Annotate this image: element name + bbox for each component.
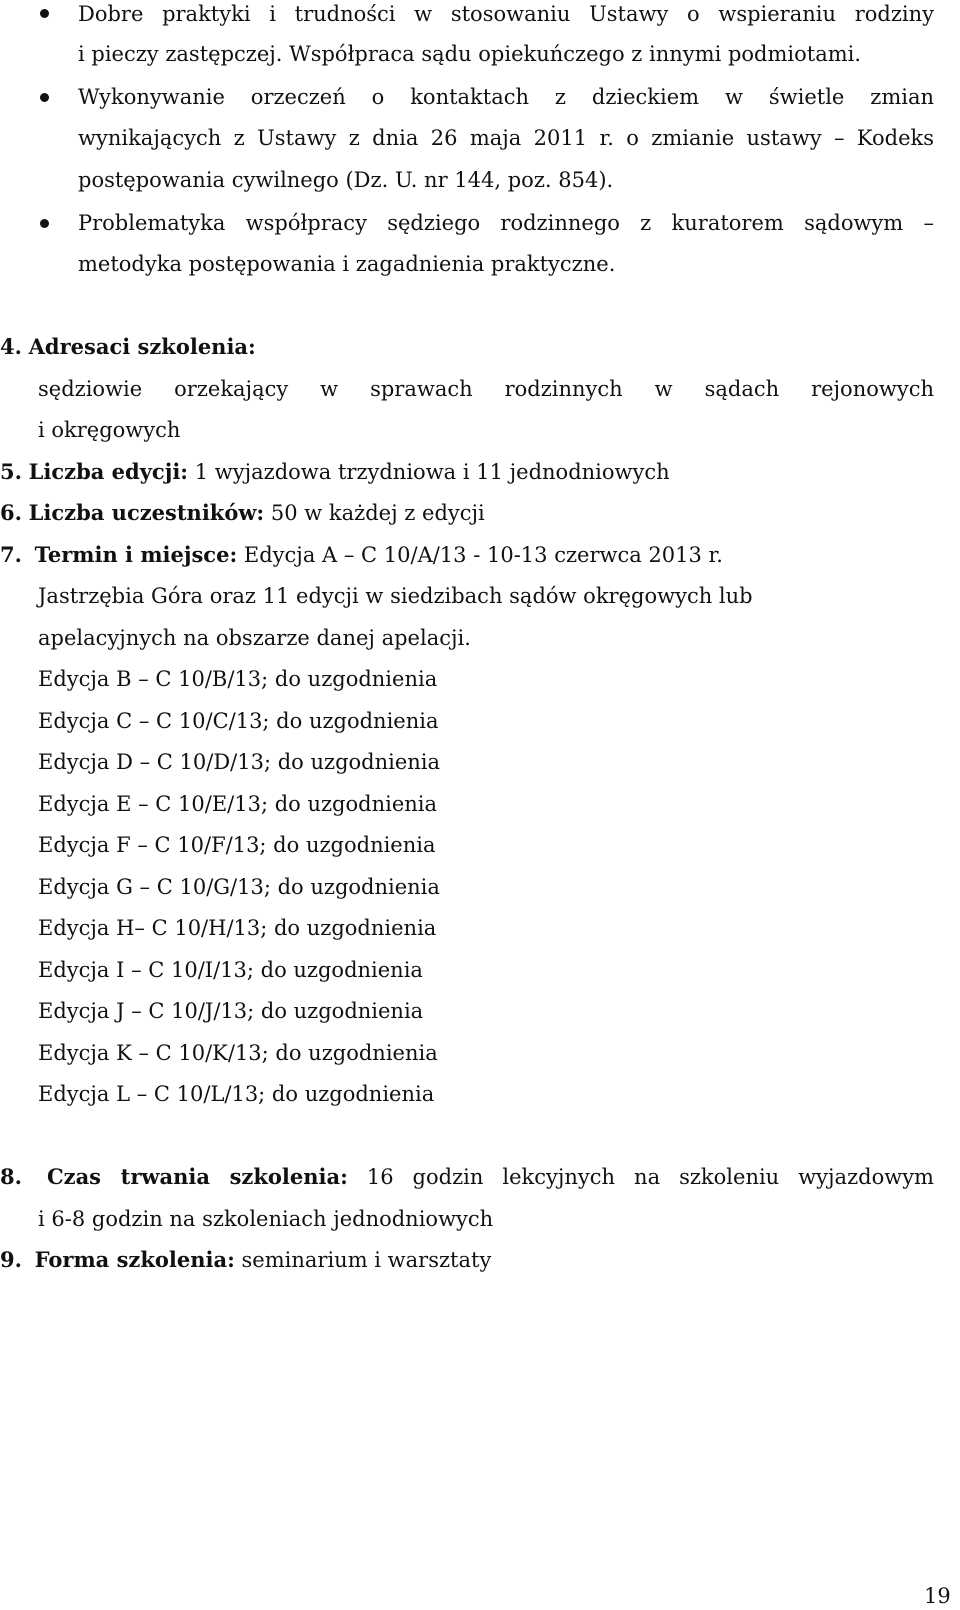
section-number: 8. [0, 1164, 22, 1189]
section-text: 16 godzin lekcyjnych na szkoleniu wyjazdowym [366, 1165, 934, 1189]
section-7-line-2: apelacyjnych na obszarze danej apelacji. [38, 626, 471, 650]
edition-item: Edycja K – C 10/K/13; do uzgodnienia [38, 1041, 438, 1065]
section-8-line-2: i 6-8 godzin na szkoleniach jednodniowych [38, 1207, 494, 1231]
section-4-line-2: i okręgowych [38, 418, 181, 442]
section-5 [0, 458, 670, 486]
edition-item: Edycja J – C 10/J/13; do uzgodnienia [38, 999, 424, 1023]
section-6 [0, 499, 485, 527]
section-heading: Forma szkolenia: [34, 1247, 235, 1272]
section-7 [0, 541, 723, 569]
section-heading: Termin i miejsce: [34, 542, 238, 567]
edition-item: Edycja F – C 10/F/13; do uzgodnienia [38, 833, 436, 857]
section-heading: Adresaci szkolenia: [28, 334, 256, 359]
bullet-dot [40, 93, 49, 102]
section-9 [0, 1246, 491, 1274]
bullet-2-line-3: postępowania cywilnego (Dz. U. nr 144, poz. 854). [78, 168, 614, 192]
section-4-heading [0, 333, 256, 361]
bullet-2-line-1: Wykonywanie orzeczeń o kontaktach z dzieckiem w świetle zmian [78, 85, 934, 109]
bullet-2-line-2: wynikających z Ustawy z dnia 26 maja 2011 r. o zmianie ustawy – Kodeks [78, 126, 934, 150]
section-heading: Liczba uczestników: [28, 500, 265, 525]
bullet-3-line-2: metodyka postępowania i zagadnienia praktyczne. [78, 252, 616, 276]
bullet-1-line-1: Dobre praktyki i trudności w stosowaniu Ustawy o wspieraniu rodziny [78, 2, 934, 26]
section-text: 50 w każdej z edycji [270, 501, 485, 525]
section-heading: Liczba edycji: [28, 459, 189, 484]
bullet-dot [40, 219, 49, 228]
bullet-dot [40, 9, 49, 18]
edition-item: Edycja H– C 10/H/13; do uzgodnienia [38, 916, 437, 940]
section-number: 4. [0, 334, 22, 359]
section-number: 5. [0, 459, 22, 484]
section-4-line-1: sędziowie orzekający w sprawach rodzinnych w sądach rejonowych [38, 377, 934, 401]
section-number: 6. [0, 500, 22, 525]
section-text: Edycja A – C 10/A/13 - 10-13 czerwca 2013 r. [243, 543, 723, 567]
section-text: 1 wyjazdowa trzydniowa i 11 jednodniowych [194, 460, 670, 484]
section-8 [0, 1163, 934, 1191]
edition-item: Edycja G – C 10/G/13; do uzgodnienia [38, 875, 440, 899]
edition-item: Edycja B – C 10/B/13; do uzgodnienia [38, 667, 438, 691]
bullet-3-line-1: Problematyka współpracy sędziego rodzinnego z kuratorem sądowym – [78, 211, 934, 235]
section-text: seminarium i warsztaty [241, 1248, 492, 1272]
section-number: 9. [0, 1247, 22, 1272]
edition-item: Edycja D – C 10/D/13; do uzgodnienia [38, 750, 441, 774]
edition-item: Edycja E – C 10/E/13; do uzgodnienia [38, 792, 438, 816]
section-7-line-1: Jastrzębia Góra oraz 11 edycji w siedzibach sądów okręgowych lub [38, 584, 753, 608]
page-number: 19 [924, 1584, 951, 1608]
section-number: 7. [0, 542, 22, 567]
edition-item: Edycja L – C 10/L/13; do uzgodnienia [38, 1082, 435, 1106]
bullet-1-line-2: i pieczy zastępczej. Współpraca sądu opiekuńczego z innymi podmiotami. [78, 42, 862, 66]
edition-item: Edycja C – C 10/C/13; do uzgodnienia [38, 709, 439, 733]
edition-item: Edycja I – C 10/I/13; do uzgodnienia [38, 958, 423, 982]
section-heading: Czas trwania szkolenia: [46, 1164, 348, 1189]
